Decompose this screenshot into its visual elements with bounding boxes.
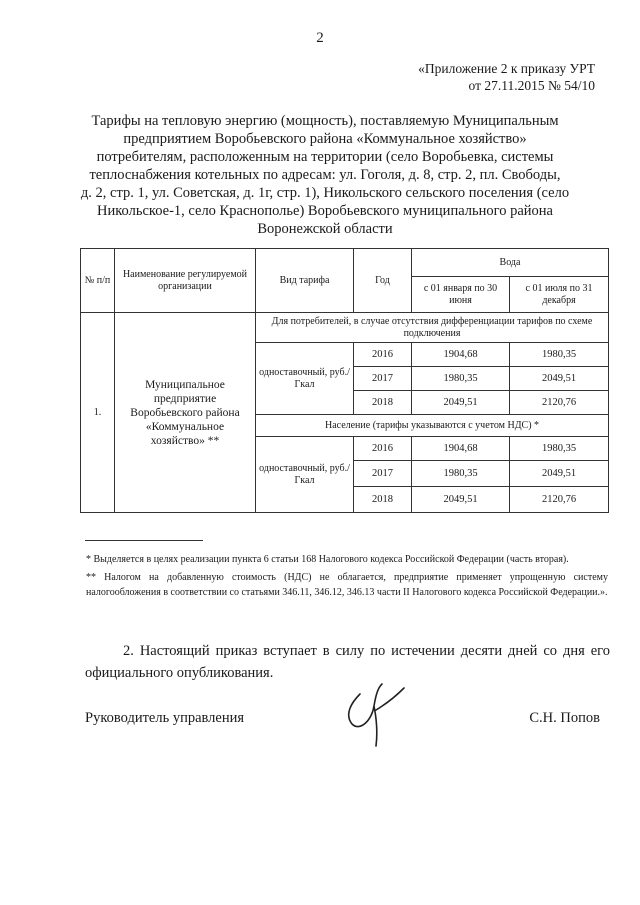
header-water: Вода — [412, 249, 609, 277]
tariff-value: 2120,76 — [510, 487, 609, 513]
header-num: № п/п — [81, 249, 115, 313]
tariff-table — [80, 248, 609, 513]
tariff-value: 1980,35 — [510, 437, 609, 461]
year-cell: 2016 — [354, 437, 412, 461]
title-line: Никольское-1, село Краснополье) Воробьевского муниципального района — [97, 203, 553, 219]
year-cell: 2016 — [354, 343, 412, 367]
signer-position: Руководитель управления — [85, 710, 245, 726]
tariff-value: 1980,35 — [510, 343, 609, 367]
title-line: потребителям, расположенным на территории (село Воробьевка, системы — [96, 149, 554, 165]
tariff-value: 2049,51 — [510, 367, 609, 391]
tariff-type: одноставочный, руб./Гкал — [256, 343, 354, 415]
appendix-reference — [418, 60, 595, 94]
year-cell: 2018 — [354, 487, 412, 513]
appendix-line-2: от 27.11.2015 № 54/10 — [468, 78, 595, 93]
year-cell: 2017 — [354, 461, 412, 487]
footnote-2: ** Налогом на добавленную стоимость (НДС) не облагается, предприятие применяет упрощенную систему налогообложения в соответствии со статьями 346.11, 346.12, 346.13 части II Налогового кодекса Российской Федерации.». — [86, 572, 608, 598]
header-period-1: с 01 января по 30 июня — [412, 277, 510, 313]
title-line: Тарифы на тепловую энергию (мощность), поставляемую Муниципальным — [91, 113, 559, 129]
title-line: предприятием Воробьевского района «Коммунальное хозяйство» — [123, 131, 527, 147]
signer-name: С.Н. Попов — [529, 710, 600, 726]
tariff-value: 2120,76 — [510, 391, 609, 415]
header-org: Наименование регулируемой организации — [115, 249, 256, 313]
tariff-value: 2049,51 — [510, 461, 609, 487]
tariff-value: 1904,68 — [412, 343, 510, 367]
row-number: 1. — [81, 313, 115, 513]
title-line: д. 2, стр. 1, ул. Советская, д. 1г, стр. 1), Никольского сельского поселения (село — [80, 185, 570, 201]
header-tariff-type: Вид тарифа — [256, 249, 354, 313]
document-title — [70, 112, 580, 238]
title-line: Воронежской области — [257, 221, 393, 237]
tariff-value: 1980,35 — [412, 461, 510, 487]
tariff-type: одноставочный, руб./Гкал — [256, 437, 354, 513]
footnotes — [86, 552, 608, 603]
signature-image — [330, 680, 420, 750]
section-title: Для потребителей, в случае отсутствия дифференциации тарифов по схеме подключения — [256, 313, 609, 343]
tariff-value: 2049,51 — [412, 487, 510, 513]
page-number: 2 — [316, 30, 324, 46]
year-cell: 2018 — [354, 391, 412, 415]
organization-name: Муниципальное предприятие Воробьевского района «Коммунальное хозяйство» ** — [115, 313, 256, 513]
tariff-value: 1904,68 — [412, 437, 510, 461]
section-title: Население (тарифы указываются с учетом НДС) * — [256, 415, 609, 437]
year-cell: 2017 — [354, 367, 412, 391]
footnote-1: * Выделяется в целях реализации пункта 6 статьи 168 Налогового кодекса Российской Федерации (часть вторая). — [86, 554, 569, 565]
tariff-value: 1980,35 — [412, 367, 510, 391]
appendix-line-1: «Приложение 2 к приказу УРТ — [418, 61, 595, 76]
footnote-divider — [85, 540, 203, 541]
header-year: Год — [354, 249, 412, 313]
tariff-value: 2049,51 — [412, 391, 510, 415]
title-line: теплоснабжения котельных по адресам: ул. Гоголя, д. 8, стр. 2, пл. Свободы, — [89, 167, 561, 183]
header-period-2: с 01 июля по 31 декабря — [510, 277, 609, 313]
paragraph-2: 2. Настоящий приказ вступает в силу по истечении десяти дней со дня его официального опубликования. — [85, 643, 610, 681]
